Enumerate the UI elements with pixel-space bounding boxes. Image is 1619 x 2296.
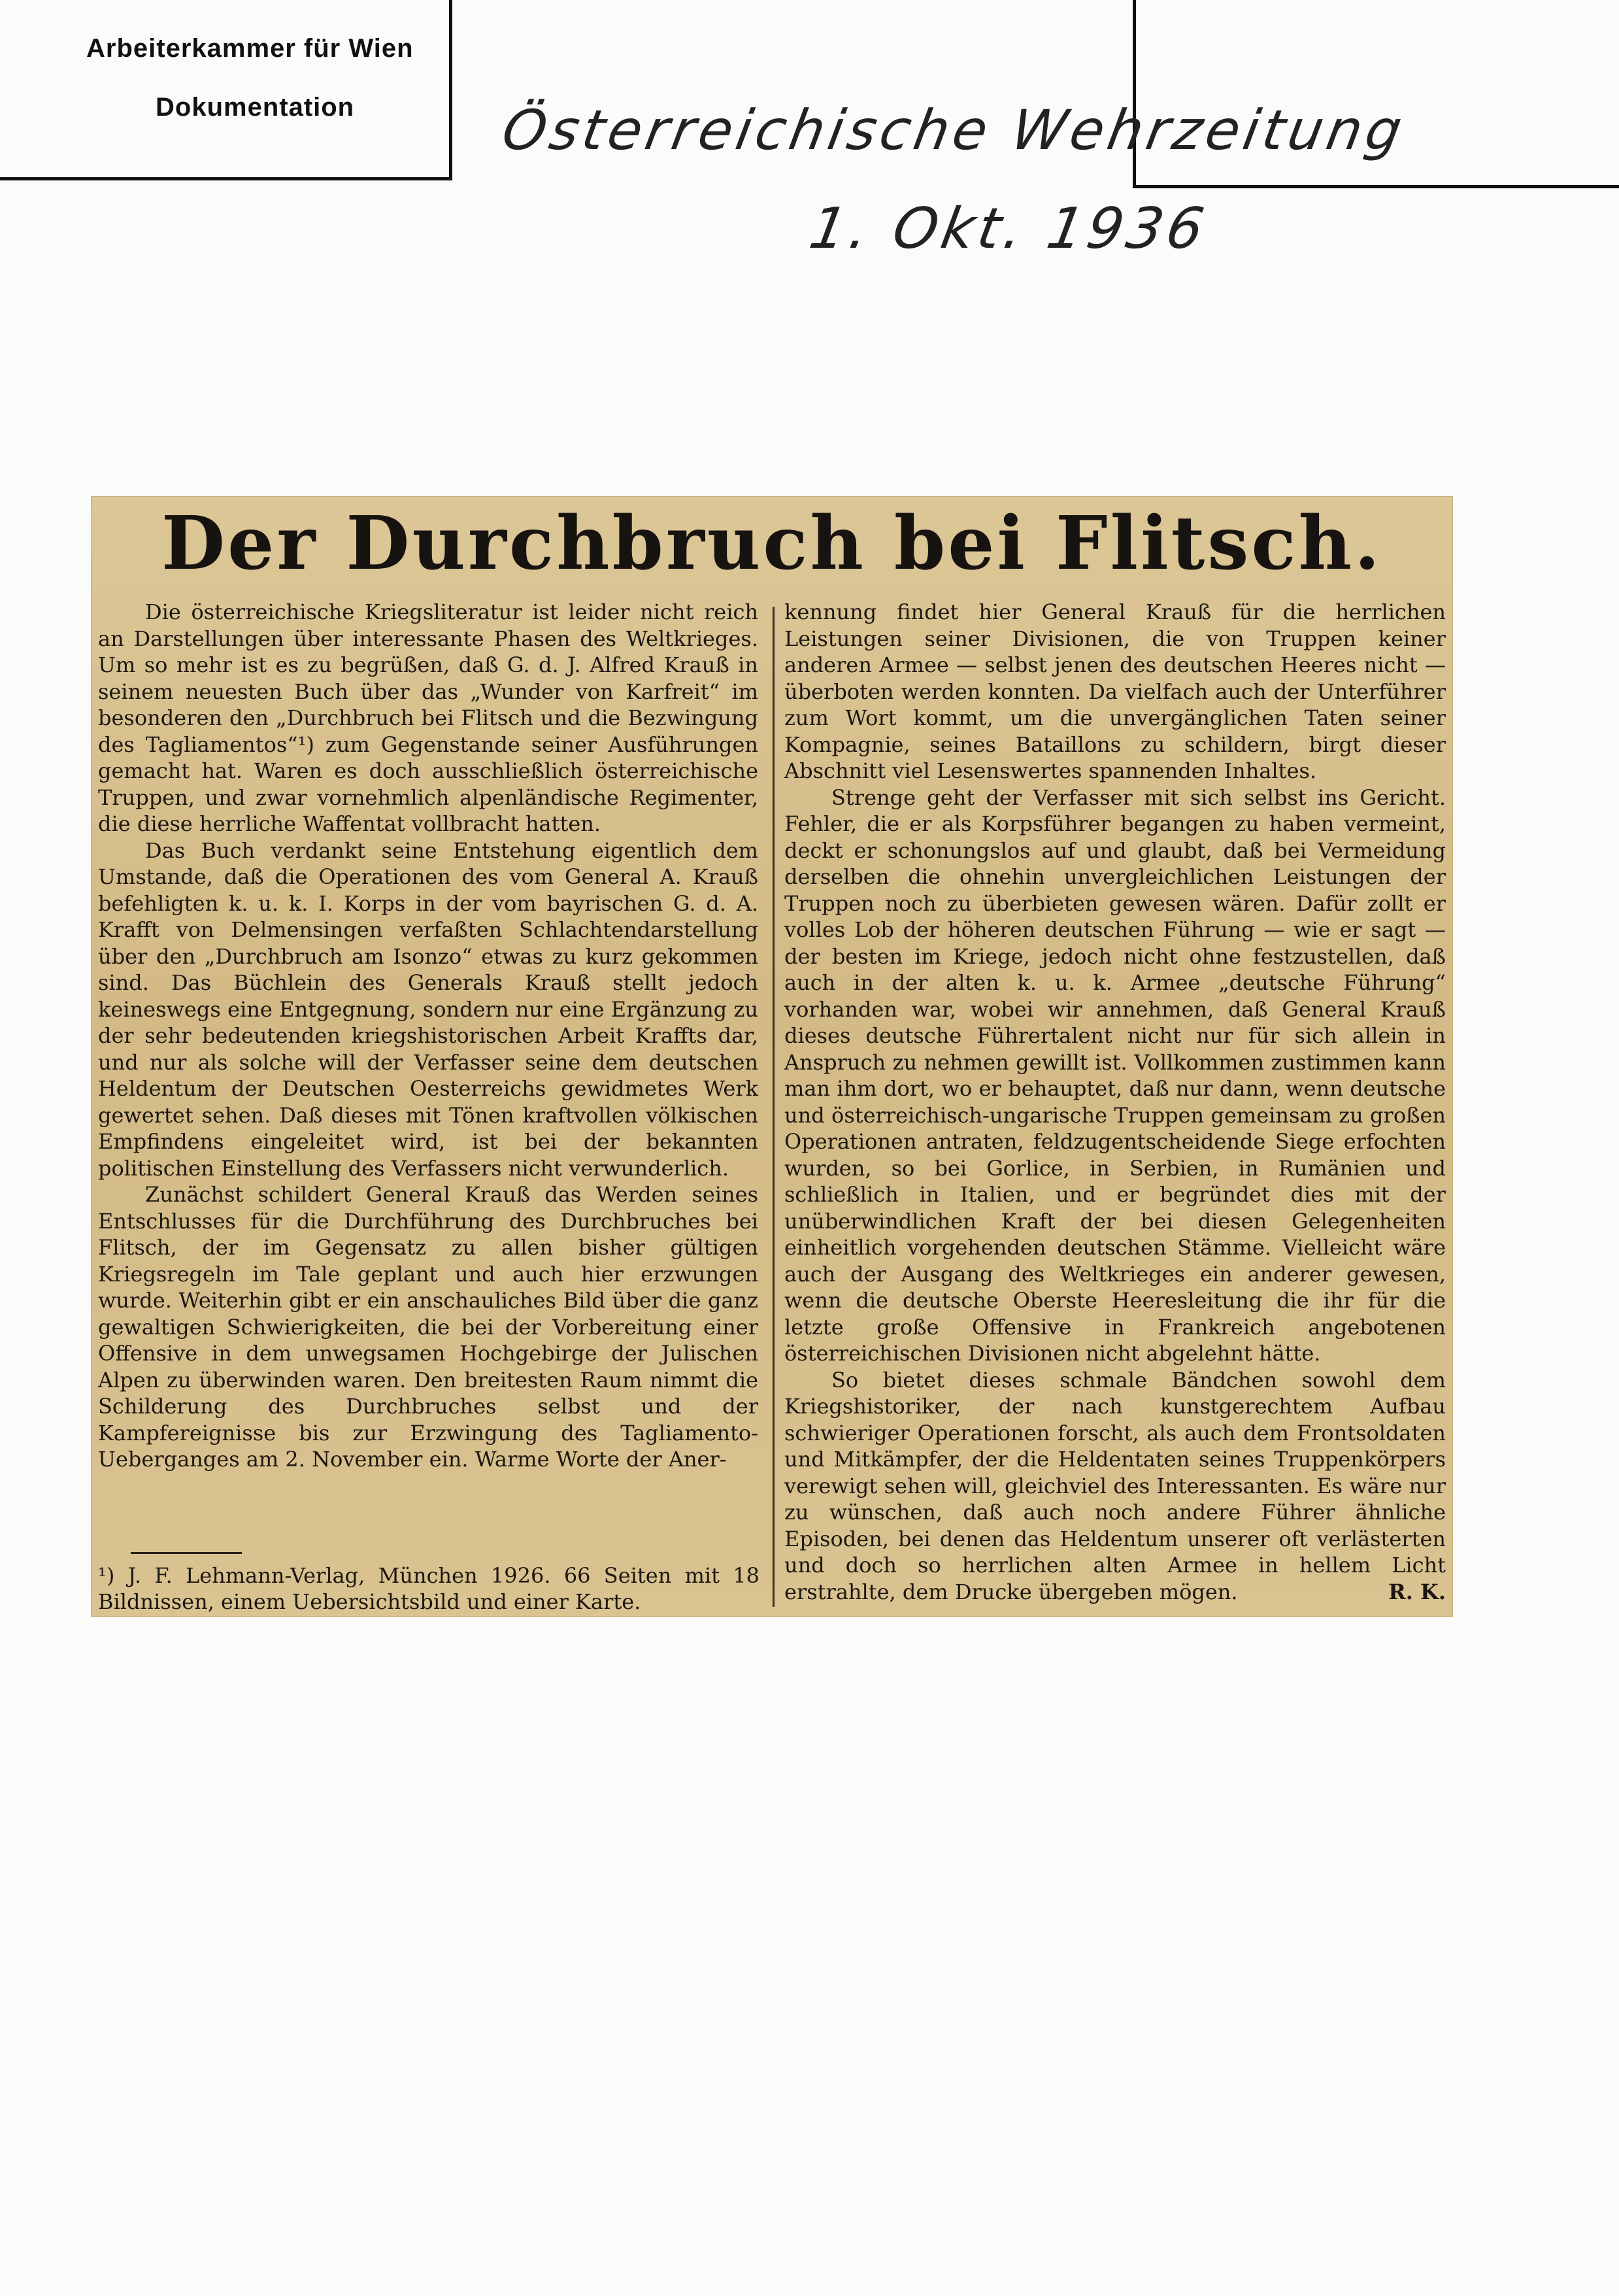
handwritten-date: 1. Okt. 1936 — [805, 196, 1212, 262]
paragraph-text: So bietet dieses schmale Bändchen sowohl dem Kriegshistoriker, der nach kunstgerechtem Aufbau schwieriger Operationen forscht, als auch dem Frontsoldaten und Mitkämpfer, der die Heldentaten seines Truppenkörpers verewigt sehen will, gleichviel des Interessanten. Es wäre nur zu wünschen, daß auch noch andere Führer ähnliche Episoden, bei denen das Heldentum unserer oft verlästerten und doch so herrlichen alten Armee in hellem Licht erstrahlte, dem Drucke übergeben mögen. — [784, 1367, 1446, 1604]
paragraph: Das Buch verdankt seine Entstehung eigentlich dem Umstande, daß die Operationen des vom General A. Krauß befehligten k. u. k. I. Korps in der vom bayrischen G. d. A. Krafft von Delmensingen verfaßten Schlachtendarstellung über den „Durchbruch am Isonzo“ etwas zu kurz gekommen sind. Das Büchlein des Generals Krauß stellt jedoch keineswegs eine Entgegnung, sondern nur eine Ergänzung zu der sehr bedeutenden kriegshistorischen Arbeit Kraffts dar, und nur als solche will der Verfasser seine dem deutschen Heldentum der Deutschen Oesterreichs gewidmetes Werk gewertet sehen. Daß dieses mit Tönen kraftvollen völkischen Empfindens eingeleitet wird, ist bei der bekannten politischen Einstellung des Verfassers nicht verwunderlich. — [98, 837, 758, 1181]
footnote-rule — [131, 1552, 242, 1554]
paragraph — [784, 1367, 1446, 1606]
article-headline: Der Durchbruch bei Flitsch. — [161, 501, 1383, 586]
paragraph: Die österreichische Kriegsliteratur ist leider nicht reich an Darstellungen über interessante Phasen des Weltkrieges. Um so mehr ist es zu begrüßen, daß G. d. J. Alfred Krauß in seinem neuesten Buch über das „Wunder von Karfreit“ im besonderen den „Durchbruch bei Flitsch und die Bezwingung des Tagliamentos“¹) zum Gegenstande seiner Ausführungen gemacht hat. Waren es doch ausschließlich österreichische Truppen, und zwar vornehmlich alpenländische Regimenter, die diese herrliche Waffentat vollbracht hatten. — [98, 599, 758, 836]
footnote: ¹) J. F. Lehmann-Verlag, München 1926. 66 Seiten mit 18 Bildnissen, einem Uebersichtsbild und einer Karte. — [98, 1563, 759, 1614]
newspaper-clipping — [92, 497, 1452, 1616]
right-column — [784, 599, 1446, 1605]
archive-name: Arbeiterkammer für Wien — [86, 34, 414, 63]
author-signature: R. K. — [1388, 1579, 1446, 1604]
left-column — [98, 599, 758, 1473]
column-divider — [773, 607, 775, 1607]
paragraph: Zunächst schildert General Krauß das Werden seines Entschlusses für die Durchführung des Durchbruches bei Flitsch, der im Gegensatz zu allen bisher gültigen Kriegsregeln im Tale geplant und auch hier erzwungen wurde. Weiterhin gibt er ein anschauliches Bild über die ganz gewaltigen Schwierigkeiten, die bei der Vorbereitung einer Offensive in dem unwegsamen Hochgebirge der Julischen Alpen zu überwinden waren. Den breitesten Raum nimmt die Schilderung des Durchbruches selbst und der Kampfereignisse bis zur Erzwingung des Tagliamento-Ueberganges am 2. November ein. Warme Worte der Aner- — [98, 1182, 758, 1472]
paragraph: Strenge geht der Verfasser mit sich selbst ins Gericht. Fehler, die er als Korpsführer begangen zu haben vermeint, deckt er schonungslos auf und glaubt, daß bei Vermeidung derselben die ohnehin unvergleichlichen Leistungen der Truppen noch zu überbieten gewesen wären. Dafür zollt er volles Lob der höheren deutschen Führung — wie er sagt — der besten im Kriege, jedoch nicht ohne festzustellen, daß auch in der alten k. u. k. Armee „deutsche Führung“ vorhanden war, wobei wir annehmen, daß General Krauß dieses deutsche Führertalent nicht nur für sich allein in Anspruch zu nehmen gewillt ist. Vollkommen zustimmen kann man ihm dort, wo er behauptet, daß nur dann, wenn deutsche und österreichisch-ungarische Truppen gemeinsam zu großen Operationen antraten, feldzugentscheidende Siege erfochten wurden, so bei Gorlice, in Serbien, in Rumänien und schließlich in Italien, und er begründet dies mit der unüberwindlichen Kraft der bei diesen Gelegenheiten einheitlich vorgehenden deutschen Stämme. Vielleicht wäre auch der Ausgang des Weltkrieges ein anderer gewesen, wenn die deutsche Oberste Heeresleitung die ihr für die letzte große Offensive in Frankreich angebotenen österreichischen Divisionen nicht abgelehnt hätte. — [784, 785, 1446, 1366]
paragraph: kennung findet hier General Krauß für die herrlichen Leistungen seiner Divisionen, die von Truppen keiner anderen Armee — selbst jenen des deutschen Heeres nicht — überboten werden konnten. Da vielfach auch der Unterführer zum Wort kommt, um die unvergänglichen Taten seiner Kompagnie, seines Bataillons zu schildern, birgt dieser Abschnitt viel Lesenswertes spannenden Inhaltes. — [784, 599, 1446, 783]
handwritten-source: Österreichische Wehrzeitung — [497, 98, 1410, 162]
archive-department: Dokumentation — [156, 93, 355, 122]
archive-stamp — [0, 0, 452, 180]
